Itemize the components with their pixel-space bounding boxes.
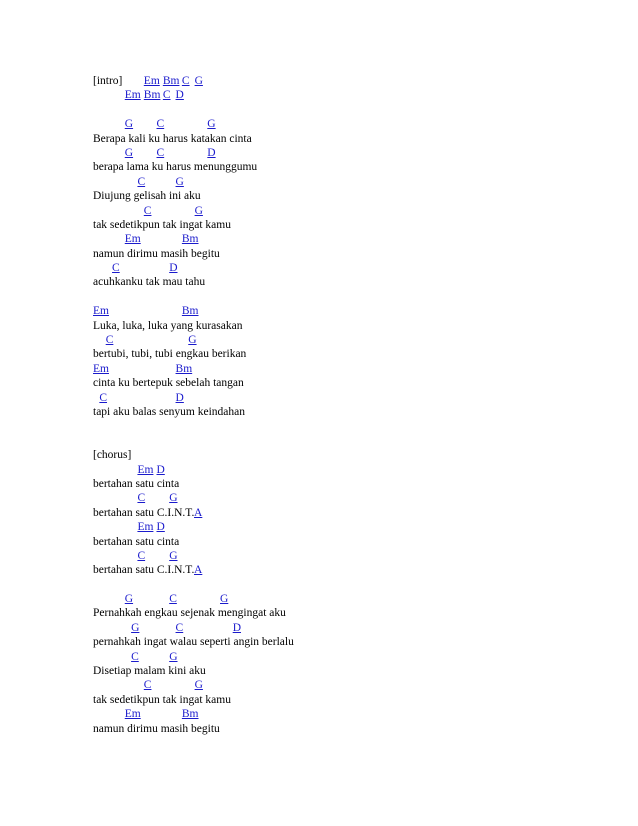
chord-link[interactable]: D — [156, 521, 165, 534]
chord-link[interactable]: C — [137, 549, 146, 562]
chord-link[interactable]: Em — [124, 233, 141, 246]
chord-link[interactable]: G — [175, 175, 184, 188]
blank-line — [93, 290, 613, 304]
lyric-line — [93, 218, 613, 232]
chord-link[interactable]: C — [99, 391, 108, 404]
chord-line — [93, 650, 613, 664]
chord-line — [93, 117, 613, 131]
chord-link[interactable]: G — [194, 204, 203, 217]
lyric-line — [93, 347, 613, 361]
chord-link[interactable]: G — [169, 492, 178, 505]
lyric-text: bertahan satu C.I.N.T. — [93, 506, 195, 519]
chord-link[interactable]: Em — [137, 521, 154, 534]
chord-link[interactable]: G — [131, 621, 140, 634]
chord-link[interactable]: D — [169, 262, 178, 275]
chord-link[interactable]: C — [162, 89, 171, 102]
lyric-line — [93, 275, 613, 289]
chord-link[interactable]: Bm — [181, 305, 199, 318]
chord-link[interactable]: G — [220, 593, 229, 606]
blank-line — [93, 103, 613, 117]
lyric-text: acuhkanku tak mau tahu — [93, 276, 206, 289]
lyric-text: bertahan satu cinta — [93, 535, 180, 548]
chord-link[interactable]: C — [169, 593, 177, 606]
chord-link[interactable]: Em — [137, 463, 154, 476]
chord-line — [93, 707, 613, 721]
lyric-line — [93, 247, 613, 261]
lyric-text: Disetiap malam kini aku — [93, 665, 206, 678]
lyric-line — [93, 132, 613, 146]
lyric-text: tapi aku balas senyum keindahan — [93, 405, 246, 418]
chord-link[interactable]: G — [207, 118, 216, 131]
blank-line — [93, 578, 613, 592]
chord-line — [93, 333, 613, 347]
lyric-text: Diujung gelisah ini aku — [93, 190, 201, 203]
chord-link[interactable]: C — [137, 175, 146, 188]
chord-link[interactable]: G — [194, 75, 203, 87]
chord-link[interactable]: D — [156, 463, 165, 476]
chord-link[interactable]: C — [181, 75, 190, 87]
lyric-text: bertubi, tubi, tubi engkau berikan — [93, 348, 247, 361]
chord-link[interactable]: Bm — [181, 233, 199, 246]
chord-line — [93, 146, 613, 160]
lyric-text: berapa lama ku harus menunggumu — [93, 161, 258, 174]
chord-line — [93, 621, 613, 635]
lyric-line — [93, 160, 613, 174]
chord-link[interactable]: D — [232, 621, 241, 634]
section-label: [intro] — [93, 75, 126, 87]
lyric-text: Pernahkah engkau sejenak mengingat aku — [93, 607, 286, 620]
chord-link[interactable]: Bm — [175, 362, 193, 375]
chord-link[interactable]: D — [175, 391, 184, 404]
chord-line — [93, 175, 613, 189]
chord-link[interactable]: A — [194, 564, 203, 577]
lyric-line — [93, 535, 613, 549]
chord-link[interactable]: Em — [124, 708, 141, 721]
chord-link[interactable]: G — [188, 334, 197, 347]
lyric-text: Luka, luka, luka yang kurasakan — [93, 319, 243, 332]
blank-line — [93, 419, 613, 433]
chord-link[interactable]: Bm — [162, 75, 180, 87]
lyric-text: bertahan satu cinta — [93, 477, 180, 490]
section-label-line — [93, 448, 613, 462]
blank-line — [93, 434, 613, 448]
lyric-text: namun dirimu masih begitu — [93, 247, 220, 260]
chord-line — [93, 261, 613, 275]
chord-link[interactable]: Em — [93, 305, 109, 318]
section-label-line — [93, 74, 613, 88]
chord-link[interactable]: C — [143, 679, 152, 692]
chord-link[interactable]: C — [156, 118, 165, 131]
chord-line — [93, 304, 613, 318]
chord-link[interactable]: G — [194, 679, 203, 692]
chord-link[interactable]: C — [156, 146, 165, 159]
lyric-text: tak sedetikpun tak ingat kamu — [93, 693, 231, 706]
lyric-line — [93, 405, 613, 419]
chord-link[interactable]: C — [131, 650, 139, 663]
lyric-text: pernahkah ingat walau seperti angin berlalu — [93, 636, 294, 649]
chord-line — [93, 463, 613, 477]
chord-line — [93, 491, 613, 505]
lyric-line — [93, 722, 613, 736]
lyric-line — [93, 563, 613, 577]
lyric-line — [93, 376, 613, 390]
chord-line — [93, 232, 613, 246]
chord-line — [93, 592, 613, 606]
lyric-text: tak sedetikpun tak ingat kamu — [93, 218, 231, 231]
lyric-line — [93, 693, 613, 707]
chord-link[interactable]: G — [124, 593, 134, 606]
chord-line — [93, 520, 613, 534]
lyric-line — [93, 189, 613, 203]
lyric-line — [93, 664, 613, 678]
section-label: [chorus] — [93, 449, 132, 462]
chord-link[interactable]: Em — [124, 89, 141, 102]
chord-link[interactable]: C — [105, 334, 114, 347]
lyric-text: Berapa kali ku harus katakan cinta — [93, 132, 252, 145]
chord-line — [93, 678, 613, 692]
chord-line — [93, 362, 613, 376]
chord-link[interactable]: Em — [143, 75, 160, 87]
chord-link[interactable]: D — [175, 89, 184, 102]
lyric-line — [93, 319, 613, 333]
chord-sheet — [93, 74, 613, 736]
lyric-line — [93, 477, 613, 491]
chord-link[interactable]: A — [194, 506, 203, 519]
chord-link[interactable]: D — [207, 146, 216, 159]
chord-link[interactable]: G — [124, 118, 134, 131]
chord-link[interactable]: G — [169, 549, 178, 562]
chord-line — [93, 204, 613, 218]
chord-link[interactable]: G — [124, 146, 134, 159]
chord-link[interactable]: Em — [93, 362, 109, 375]
chord-line — [93, 88, 613, 102]
chord-link[interactable]: Bm — [143, 89, 161, 102]
chord-link[interactable]: C — [137, 492, 146, 505]
chord-link[interactable]: C — [143, 204, 152, 217]
lyric-text: namun dirimu masih begitu — [93, 722, 220, 735]
lyric-text: bertahan satu C.I.N.T. — [93, 564, 195, 577]
lyric-line — [93, 606, 613, 620]
chord-link[interactable]: C — [112, 262, 120, 275]
chord-link[interactable]: G — [169, 650, 178, 663]
lyric-text: cinta ku bertepuk sebelah tangan — [93, 377, 244, 390]
chord-link[interactable]: C — [175, 621, 184, 634]
chord-line — [93, 549, 613, 563]
lyric-line — [93, 506, 613, 520]
lyric-line — [93, 635, 613, 649]
chord-link[interactable]: Bm — [181, 708, 199, 721]
chord-line — [93, 391, 613, 405]
